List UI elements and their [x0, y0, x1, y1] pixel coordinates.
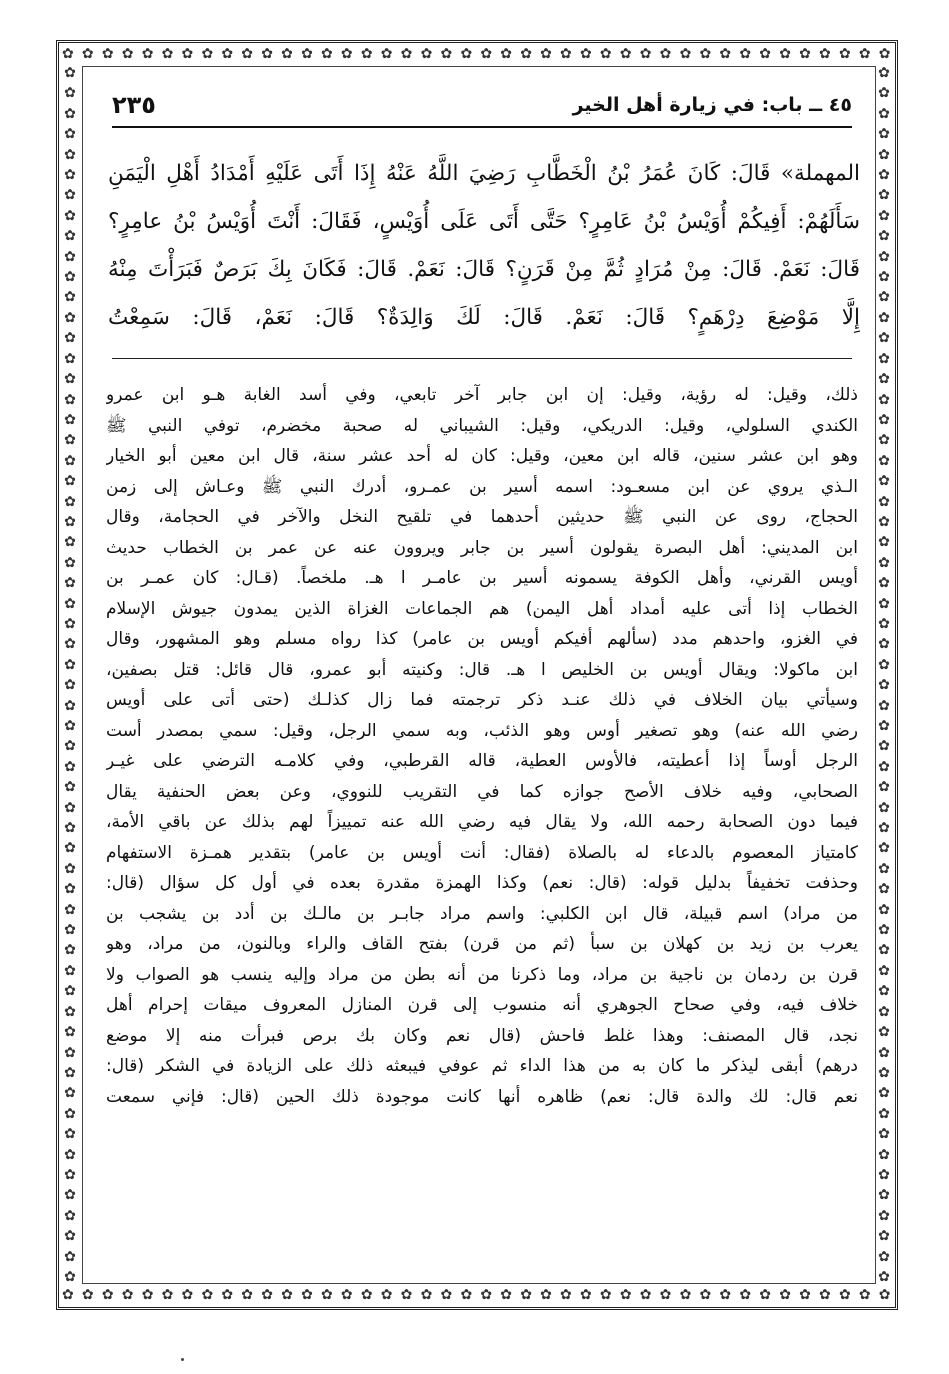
- ornament-flower-icon: ✿: [301, 1287, 313, 1303]
- ornament-flower-icon: ✿: [64, 1024, 76, 1041]
- ornament-flower-icon: ✿: [64, 1228, 76, 1245]
- ornament-flower-icon: ✿: [719, 46, 732, 62]
- ornament-flower-icon: ✿: [64, 983, 76, 1000]
- ornament-flower-icon: ✿: [878, 228, 890, 245]
- ornament-flower-icon: ✿: [719, 1287, 732, 1303]
- commentary-line: وسيأتي بيان الخلاف في ذلك عنـد ذكر ترجمته فما زال كذلـك (حتى أتى على أويس: [106, 690, 858, 710]
- ornament-flower-icon: ✿: [520, 1287, 532, 1303]
- ornament-flower-icon: ✿: [500, 1287, 513, 1303]
- ornament-flower-icon: ✿: [480, 1287, 493, 1303]
- ornament-flower-icon: ✿: [699, 1287, 712, 1303]
- ornament-flower-icon: ✿: [64, 840, 76, 857]
- commentary-line: قرن بن ردمان بن ناجية بن مراد، وما ذكرنا من أنه بطن من مراد وإليه ينسب هو الصواب ولا: [106, 964, 858, 985]
- ornament-flower-icon: ✿: [440, 46, 453, 62]
- ornament-flower-icon: ✿: [878, 1044, 890, 1061]
- commentary-line: من مراد) اسم قبيلة، قال ابن الكلبي: واسم مراد جابـر بن مالـك بن أدد بن يشجب بن: [106, 903, 858, 924]
- separator-rule: [112, 358, 852, 359]
- ornament-flower-icon: ✿: [64, 350, 76, 367]
- ornament-flower-icon: ✿: [81, 46, 94, 62]
- ornament-flower-icon: ✿: [659, 46, 672, 62]
- ornament-flower-icon: ✿: [878, 309, 890, 326]
- ornament-flower-icon: ✿: [64, 1248, 76, 1265]
- ornament-flower-icon: ✿: [380, 46, 393, 62]
- ornament-flower-icon: ✿: [878, 738, 890, 755]
- left-ornament-border: [59, 66, 81, 1284]
- ornament-flower-icon: ✿: [878, 289, 890, 306]
- commentary-line: نجد، قال المصنف: وهذا غلط فاحش (قال نعم وكان بك برص فبرأت منه إلا موضع: [106, 1025, 858, 1046]
- ornament-flower-icon: ✿: [64, 105, 76, 122]
- ornament-flower-icon: ✿: [64, 677, 76, 694]
- ornament-flower-icon: ✿: [878, 350, 890, 367]
- ornament-flower-icon: ✿: [64, 371, 76, 388]
- commentary-line: ابن ماكولا: ويقال أويس بن الخليص ا هـ. قال: وكنيته أبو عمرو، قال قائل: قتل بصفين،: [106, 659, 858, 680]
- ornament-flower-icon: ✿: [878, 513, 890, 530]
- commentary-line: الكندي السلولي، وقيل: الدريكي، وقيل: الشيباني له صحبة مخضرم، توفي النبي ﷺ: [106, 415, 858, 436]
- ornament-flower-icon: ✿: [679, 1287, 692, 1303]
- ornament-flower-icon: ✿: [878, 371, 890, 388]
- ornament-flower-icon: ✿: [878, 799, 890, 816]
- ornament-flower-icon: ✿: [619, 46, 632, 62]
- ornament-flower-icon: ✿: [679, 46, 692, 62]
- ornament-flower-icon: ✿: [878, 1187, 890, 1204]
- commentary-line: الرجل أوساً إذا أعطيته، فالأوس العطية، قاله القرطبي، وفي كلامـه الترضي على غيـر: [106, 751, 858, 771]
- ornament-flower-icon: ✿: [878, 840, 890, 857]
- ornament-flower-icon: ✿: [878, 452, 890, 469]
- ornament-flower-icon: ✿: [480, 46, 493, 62]
- ornament-flower-icon: ✿: [64, 391, 76, 408]
- ornament-flower-icon: ✿: [64, 901, 76, 918]
- ornament-flower-icon: ✿: [878, 820, 890, 837]
- ornament-flower-icon: ✿: [161, 1287, 174, 1303]
- ornament-flower-icon: ✿: [64, 452, 76, 469]
- ornament-flower-icon: ✿: [64, 228, 76, 245]
- ornament-flower-icon: ✿: [64, 1105, 76, 1122]
- commentary-line: أويس القرني، وأهل الكوفة يسمونه أسير بن عامـر ا هـ. ملخصاً. (قـال: كان عمـر بن: [106, 568, 858, 588]
- ornament-flower-icon: ✿: [878, 167, 890, 184]
- ornament-flower-icon: ✿: [64, 146, 76, 163]
- ornament-flower-icon: ✿: [878, 1064, 890, 1081]
- ornament-flower-icon: ✿: [64, 799, 76, 816]
- ornament-flower-icon: ✿: [64, 248, 76, 265]
- hadith-line: سَأَلَهُمْ: أَفِيكُمْ أُوَيْسُ بْنُ عَامِرٍ؟ حَتَّى أَتَى عَلَى أُوَيْسٍ، فَقَالَ: أَنْتَ أُوَيْسُ بْنُ عامِرٍ؟: [108, 209, 860, 234]
- ornament-flower-icon: ✿: [201, 1287, 214, 1303]
- ornament-flower-icon: ✿: [320, 46, 333, 62]
- ornament-flower-icon: ✿: [64, 330, 76, 347]
- ornament-flower-icon: ✿: [64, 473, 76, 490]
- ornament-flower-icon: ✿: [579, 1287, 592, 1303]
- ornament-flower-icon: ✿: [779, 1287, 791, 1303]
- ornament-flower-icon: ✿: [560, 1287, 572, 1303]
- ornament-flower-icon: ✿: [281, 1287, 293, 1303]
- ornament-flower-icon: ✿: [64, 820, 76, 837]
- ornament-flower-icon: ✿: [64, 1166, 76, 1183]
- ornament-flower-icon: ✿: [62, 46, 74, 62]
- ornament-flower-icon: ✿: [500, 46, 513, 62]
- hadith-line: إِلَّا مَوْضِعَ دِرْهَمٍ؟ قَالَ: نَعَمْ. قَالَ: لَكَ وَالِدَةٌ؟ قَالَ: نَعَمْ، قَالَ: سَمِعْتُ: [108, 305, 860, 330]
- ornament-flower-icon: ✿: [64, 66, 76, 81]
- ornament-flower-icon: ✿: [878, 1126, 890, 1143]
- ornament-flower-icon: ✿: [878, 758, 890, 775]
- ornament-flower-icon: ✿: [878, 881, 890, 898]
- ornament-flower-icon: ✿: [301, 46, 313, 62]
- commentary-line: الخطاب إذا أتى عليه أمداد أهل اليمن) هم الجماعات الغزاة الذين يمدون جيوش الإسلام: [106, 598, 858, 619]
- ornament-flower-icon: ✿: [360, 1287, 373, 1303]
- commentary-line: وهو ابن عشر سنين، قاله ابن معين، وقيل: كان له أحد عشر سنة، قال ابن معين أبو الخيار: [106, 446, 858, 466]
- ornament-flower-icon: ✿: [878, 187, 890, 204]
- right-ornament-border: [873, 66, 895, 1284]
- ornament-flower-icon: ✿: [520, 46, 532, 62]
- commentary-line: يعرب بن زيد بن كهلان بن سبأ (ثم من قرن) بفتح القاف والراء وبالنون، من مراد، وهو: [106, 934, 858, 954]
- ornament-flower-icon: ✿: [141, 46, 154, 62]
- ornament-flower-icon: ✿: [878, 1228, 890, 1245]
- ornament-flower-icon: ✿: [878, 1024, 890, 1041]
- ornament-flower-icon: ✿: [64, 493, 76, 510]
- ornament-flower-icon: ✿: [221, 46, 234, 62]
- ornament-flower-icon: ✿: [599, 46, 612, 62]
- commentary-line: الـذي يروي عن ابن مسعـود: اسمه أسير بن عمـرو، أدرك النبي ﷺ وعـاش إلى زمن: [106, 476, 858, 497]
- ornament-flower-icon: ✿: [759, 1287, 771, 1303]
- commentary-text: [106, 380, 858, 1112]
- ornament-flower-icon: ✿: [878, 779, 890, 796]
- commentary-line: كامتياز المعصوم بالدعاء له بالصلاة (فقال: أنت أويس بن عامر) بتقدير همـزة الاستفهام: [106, 842, 858, 863]
- ornament-flower-icon: ✿: [81, 1287, 94, 1303]
- ornament-flower-icon: ✿: [64, 1044, 76, 1061]
- ornament-flower-icon: ✿: [858, 46, 871, 62]
- ornament-flower-icon: ✿: [739, 1287, 752, 1303]
- hadith-line: قَالَ: نَعَمْ. قَالَ: مِنْ مُرَادٍ ثُمَّ مِنْ قَرَنٍ؟ قَالَ: نَعَمْ. قَالَ: فَكَانَ بِكَ بَرَصٌ فَبَرَأْتَ مِنْهُ: [108, 257, 860, 282]
- commentary-line: درهم) أبقى ليذكر ما كان به من هذا الداء ثم عوفي فيبعثه ذلك على الزيادة في الشكر (قال:: [106, 1056, 858, 1076]
- ornament-flower-icon: ✿: [878, 942, 890, 959]
- ornament-flower-icon: ✿: [599, 1287, 612, 1303]
- ornament-flower-icon: ✿: [659, 1287, 672, 1303]
- hadith-text: [108, 150, 860, 342]
- ornament-flower-icon: ✿: [560, 46, 572, 62]
- ornament-flower-icon: ✿: [878, 66, 890, 81]
- ornament-flower-icon: ✿: [819, 46, 831, 62]
- ornament-flower-icon: ✿: [460, 1287, 473, 1303]
- ornament-flower-icon: ✿: [64, 1064, 76, 1081]
- ornament-flower-icon: ✿: [101, 46, 114, 62]
- ornament-flower-icon: ✿: [878, 1287, 891, 1303]
- ornament-flower-icon: ✿: [858, 1287, 871, 1303]
- ornament-flower-icon: ✿: [340, 1287, 353, 1303]
- ornament-flower-icon: ✿: [181, 1287, 194, 1303]
- commentary-line: فيما دون الصحابة رحمه الله، ولا يقال فيه رضي الله عنه تمييزاً لهم بذلك عن باقي الأمة،: [106, 812, 858, 832]
- ornament-flower-icon: ✿: [878, 1166, 890, 1183]
- commentary-line: الحجاج، روى عن النبي ﷺ حديثين أحدهما في تلقيح النخل والآخر في الحجامة، وقال: [106, 507, 858, 527]
- ornament-flower-icon: ✿: [878, 901, 890, 918]
- ornament-flower-icon: ✿: [878, 595, 890, 612]
- ornament-flower-icon: ✿: [739, 46, 752, 62]
- running-title: ٤٥ ــ باب: في زيارة أهل الخير: [572, 94, 852, 116]
- ornament-flower-icon: ✿: [878, 1085, 890, 1102]
- ornament-flower-icon: ✿: [878, 391, 890, 408]
- ornament-flower-icon: ✿: [64, 718, 76, 734]
- ornament-flower-icon: ✿: [64, 1207, 76, 1224]
- ornament-flower-icon: ✿: [64, 636, 76, 653]
- ornament-flower-icon: ✿: [799, 1287, 811, 1303]
- ornament-flower-icon: ✿: [101, 1287, 114, 1303]
- ornament-flower-icon: ✿: [241, 1287, 254, 1303]
- ornament-flower-icon: ✿: [380, 1287, 393, 1303]
- ornament-flower-icon: ✿: [64, 534, 76, 551]
- ornament-flower-icon: ✿: [64, 432, 76, 449]
- ornament-flower-icon: ✿: [340, 46, 353, 62]
- ornament-flower-icon: ✿: [64, 962, 76, 979]
- ornament-flower-icon: ✿: [64, 575, 76, 592]
- ornament-flower-icon: ✿: [64, 1003, 76, 1020]
- ornament-flower-icon: ✿: [699, 46, 712, 62]
- ornament-flower-icon: ✿: [878, 983, 890, 1000]
- ornament-flower-icon: ✿: [241, 46, 254, 62]
- ornament-flower-icon: ✿: [64, 1187, 76, 1204]
- ornament-flower-icon: ✿: [878, 330, 890, 347]
- ornament-flower-icon: ✿: [878, 1268, 890, 1284]
- ornament-flower-icon: ✿: [64, 513, 76, 530]
- ornament-flower-icon: ✿: [878, 554, 890, 571]
- ornament-flower-icon: ✿: [878, 534, 890, 551]
- ornament-flower-icon: ✿: [64, 779, 76, 796]
- ornament-flower-icon: ✿: [878, 1003, 890, 1020]
- ornament-flower-icon: ✿: [62, 1287, 74, 1303]
- ornament-flower-icon: ✿: [759, 46, 771, 62]
- ornament-flower-icon: ✿: [878, 146, 890, 163]
- ornament-flower-icon: ✿: [540, 46, 552, 62]
- ornament-flower-icon: ✿: [878, 473, 890, 490]
- ornament-flower-icon: ✿: [799, 46, 811, 62]
- header-rule: [112, 126, 852, 128]
- ornament-flower-icon: ✿: [201, 46, 214, 62]
- ornament-flower-icon: ✿: [540, 1287, 552, 1303]
- ornament-flower-icon: ✿: [878, 656, 890, 673]
- ornament-flower-icon: ✿: [639, 46, 652, 62]
- ornament-flower-icon: ✿: [779, 46, 791, 62]
- ornament-flower-icon: ✿: [878, 432, 890, 449]
- ornament-flower-icon: ✿: [619, 1287, 632, 1303]
- ornament-flower-icon: ✿: [64, 85, 76, 102]
- ornament-flower-icon: ✿: [64, 269, 76, 286]
- ornament-flower-icon: ✿: [121, 46, 134, 62]
- ornament-flower-icon: ✿: [400, 46, 413, 62]
- commentary-line: وحذفت تخفيفاً بدليل قوله: (قال: نعم) وكذا الهمزة مقدرة بعده في أول كل سؤال (قال:: [106, 873, 858, 893]
- ornament-flower-icon: ✿: [64, 860, 76, 877]
- ornament-flower-icon: ✿: [64, 126, 76, 143]
- bottom-ornament-border: [62, 1284, 891, 1306]
- ornament-flower-icon: ✿: [64, 758, 76, 775]
- page-number: ٢٣٥: [112, 91, 156, 119]
- ornament-flower-icon: ✿: [579, 46, 592, 62]
- ornament-flower-icon: ✿: [161, 46, 174, 62]
- ornament-flower-icon: ✿: [639, 1287, 652, 1303]
- ornament-flower-icon: ✿: [64, 167, 76, 184]
- commentary-line: ابن المديني: أهل البصرة يقولون أسير بن جابر ويروون عنه عن عمر بن الخطاب حديث: [106, 537, 858, 558]
- ornament-flower-icon: ✿: [64, 207, 76, 224]
- ornament-flower-icon: ✿: [64, 615, 76, 632]
- ornament-flower-icon: ✿: [878, 248, 890, 265]
- ornament-flower-icon: ✿: [878, 718, 890, 734]
- ornament-flower-icon: ✿: [64, 1126, 76, 1143]
- scan-speck: [181, 1358, 184, 1361]
- ornament-flower-icon: ✿: [878, 615, 890, 632]
- ornament-flower-icon: ✿: [878, 1248, 890, 1265]
- ornament-flower-icon: ✿: [420, 1287, 433, 1303]
- commentary-line: رضي الله عنه) وهو تصغير أوس وهو الذئب، وبه سمي الرجل، وقيل: سمي بمصدر أست: [106, 720, 858, 741]
- ornament-flower-icon: ✿: [261, 46, 273, 62]
- ornament-flower-icon: ✿: [878, 493, 890, 510]
- ornament-flower-icon: ✿: [878, 105, 890, 122]
- ornament-flower-icon: ✿: [64, 595, 76, 612]
- top-ornament-border: [62, 43, 891, 65]
- ornament-flower-icon: ✿: [420, 46, 433, 62]
- ornament-flower-icon: ✿: [878, 85, 890, 102]
- ornament-flower-icon: ✿: [878, 411, 890, 428]
- ornament-flower-icon: ✿: [400, 1287, 413, 1303]
- ornament-flower-icon: ✿: [838, 46, 851, 62]
- ornament-flower-icon: ✿: [878, 697, 890, 714]
- ornament-flower-icon: ✿: [878, 962, 890, 979]
- ornament-flower-icon: ✿: [878, 922, 890, 939]
- ornament-flower-icon: ✿: [64, 1146, 76, 1163]
- ornament-flower-icon: ✿: [64, 1085, 76, 1102]
- commentary-line: في الغزو، واحدهم مدد (سألهم أفيكم أويس بن عامر) كذا رواه مسلم وهو المشهور، وقال: [106, 629, 858, 649]
- ornament-flower-icon: ✿: [878, 1105, 890, 1122]
- ornament-flower-icon: ✿: [64, 922, 76, 939]
- commentary-line: الصحابي، وفيه خلاف الأصح جوازه كما في التقريب للنووي، وعن بعض الحنفية يقال: [106, 781, 858, 802]
- ornament-flower-icon: ✿: [878, 269, 890, 286]
- hadith-line: المهملة» قَالَ: كَانَ عُمَرُ بْنُ الْخَطَّابِ رَضِيَ اللَّهُ عَنْهُ إِذَا أَتَى عَلَيْهِ أَمْدَادُ أَهْلِ الْيَمَنِ: [108, 161, 860, 186]
- ornament-flower-icon: ✿: [64, 881, 76, 898]
- ornament-flower-icon: ✿: [878, 677, 890, 694]
- ornament-flower-icon: ✿: [878, 636, 890, 653]
- ornament-flower-icon: ✿: [141, 1287, 154, 1303]
- ornament-flower-icon: ✿: [878, 1146, 890, 1163]
- ornament-flower-icon: ✿: [64, 187, 76, 204]
- ornament-flower-icon: ✿: [878, 207, 890, 224]
- ornament-flower-icon: ✿: [838, 1287, 851, 1303]
- ornament-flower-icon: ✿: [64, 309, 76, 326]
- ornament-flower-icon: ✿: [819, 1287, 831, 1303]
- ornament-flower-icon: ✿: [878, 575, 890, 592]
- ornament-flower-icon: ✿: [64, 942, 76, 959]
- ornament-flower-icon: ✿: [221, 1287, 234, 1303]
- commentary-line: خلاف فيه، وفي صحاح الجوهري أنه منسوب إلى قرن المنازل المعروف ميقات إحرام أهل: [106, 995, 858, 1015]
- ornament-flower-icon: ✿: [878, 860, 890, 877]
- ornament-flower-icon: ✿: [64, 697, 76, 714]
- commentary-line: ذلك، وقيل: له رؤية، وقيل: إن ابن جابر آخر تابعي، وفي أسد الغابة هـو ابن عمرو: [106, 385, 858, 405]
- ornament-flower-icon: ✿: [64, 411, 76, 428]
- ornament-flower-icon: ✿: [878, 126, 890, 143]
- ornament-flower-icon: ✿: [261, 1287, 273, 1303]
- page-header: [112, 86, 852, 124]
- ornament-flower-icon: ✿: [181, 46, 194, 62]
- ornament-flower-icon: ✿: [64, 656, 76, 673]
- commentary-line: نعم قال: لك والدة قال: نعم) ظاهره أنها كانت موجودة ذلك الحين (قال: فإني سمعت: [106, 1086, 858, 1107]
- ornament-flower-icon: ✿: [360, 46, 373, 62]
- ornament-flower-icon: ✿: [64, 1268, 76, 1284]
- ornament-flower-icon: ✿: [64, 738, 76, 755]
- ornament-flower-icon: ✿: [878, 46, 891, 62]
- ornament-flower-icon: ✿: [64, 554, 76, 571]
- ornament-flower-icon: ✿: [281, 46, 293, 62]
- ornament-flower-icon: ✿: [320, 1287, 333, 1303]
- ornament-flower-icon: ✿: [121, 1287, 134, 1303]
- ornament-flower-icon: ✿: [460, 46, 473, 62]
- ornament-flower-icon: ✿: [878, 1207, 890, 1224]
- ornament-flower-icon: ✿: [440, 1287, 453, 1303]
- ornament-flower-icon: ✿: [64, 289, 76, 306]
